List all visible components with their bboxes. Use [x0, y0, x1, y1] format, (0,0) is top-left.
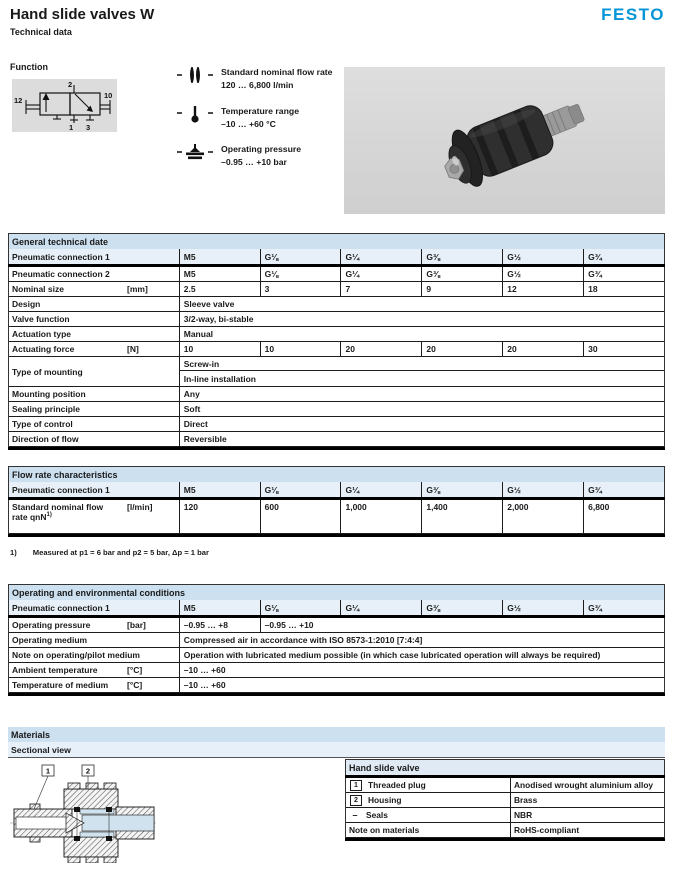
column-header: G⅜ [421, 600, 502, 615]
table-row [9, 402, 664, 417]
label-text: Ambient temperature [12, 665, 98, 675]
spec-operating-pressure [175, 143, 301, 168]
part-name: Seals [366, 810, 388, 820]
row-label: Valve function [12, 314, 70, 324]
cell: Direct [179, 417, 664, 431]
row-label [9, 282, 179, 296]
column-header: M5 [179, 482, 260, 497]
column-header-label: Pneumatic connection 1 [12, 602, 110, 613]
page-subtitle: Technical data [10, 27, 72, 37]
cell: G¼ [340, 267, 421, 281]
section-header-flow [9, 467, 664, 482]
footnote-marker: 1) [10, 548, 17, 557]
label-text: Operating pressure [12, 620, 91, 630]
column-header-label: Pneumatic connection 1 [12, 484, 110, 495]
cell: 1,400 [421, 500, 502, 533]
row-label [9, 618, 179, 632]
table-row [9, 500, 664, 534]
callout-2: 2 [85, 766, 91, 776]
row-label: Mounting position [12, 389, 86, 399]
spec-temperature [175, 105, 299, 130]
port-10-label: 10 [104, 91, 113, 100]
row-label: Pneumatic connection 2 [12, 269, 110, 279]
column-header: G⅛ [260, 249, 341, 264]
cell: 20 [502, 342, 583, 356]
column-header: G½ [502, 249, 583, 264]
materials-table-header [346, 760, 664, 775]
column-header: M5 [179, 249, 260, 264]
cell: 10 [179, 342, 260, 356]
material-cell: NBR [510, 808, 664, 822]
sectional-view-subheader [8, 742, 665, 758]
cell: G⅛ [260, 267, 341, 281]
festo-logo: FESTO [601, 5, 665, 24]
unit: [°C] [127, 665, 143, 675]
table-row [9, 663, 664, 678]
section-title: Flow rate characteristics [12, 469, 118, 480]
hand-slide-valve-photo [344, 67, 665, 214]
cell: 6,800 [583, 500, 664, 533]
table-row [9, 357, 664, 387]
part-cell [346, 795, 510, 806]
column-header: G⅜ [421, 249, 502, 264]
valve-schematic-icon [12, 79, 117, 132]
cell: In-line installation [183, 373, 257, 384]
unit: [bar] [127, 620, 146, 630]
footnote-text: Measured at p1 = 6 bar and p2 = 5 bar, Δp = 1 bar [32, 548, 209, 557]
port-2-label: 2 [68, 80, 73, 89]
general-column-header-row [9, 249, 664, 264]
cell: 20 [340, 342, 421, 356]
cell: –10 … +60 [179, 678, 664, 692]
row-label: Note on operating/pilot medium [12, 650, 140, 660]
table-row [9, 432, 664, 447]
table-row [9, 417, 664, 432]
spec-value: –0.95 … +10 bar [221, 156, 287, 167]
material-cell: RoHS-compliant [510, 823, 664, 837]
row-label [9, 663, 179, 677]
table-title: Hand slide valve [349, 762, 420, 773]
material-cell: Anodised wrought aluminium alloy [510, 778, 664, 792]
temperature-icon [175, 105, 215, 125]
material-cell: Brass [510, 793, 664, 807]
section-header-operating [9, 585, 664, 600]
spec-flow-rate [175, 66, 333, 91]
section-header-general [9, 234, 664, 249]
unit: [l/min] [127, 502, 153, 512]
column-header: M5 [179, 600, 260, 615]
cell: Operation with lubricated medium possible (in which case lubricated operation will always be required) [179, 648, 664, 662]
cell: 12 [502, 282, 583, 296]
table-row [9, 678, 664, 693]
table-row [9, 387, 664, 402]
column-header: G¼ [340, 600, 421, 615]
divider [8, 447, 665, 450]
column-header: G¼ [340, 249, 421, 264]
flow-rate-icon [175, 66, 215, 86]
row-label: Direction of flow [12, 434, 79, 444]
unit: [°C] [127, 680, 143, 690]
valve-schematic [12, 79, 117, 137]
cell: Sleeve valve [179, 297, 664, 311]
spec-value: –10 … +60 °C [221, 118, 276, 129]
cell: 30 [583, 342, 664, 356]
table-row [346, 823, 664, 838]
table-row [9, 327, 664, 342]
table-row [9, 267, 664, 282]
cell: Manual [179, 327, 664, 341]
section-title: General technical date [12, 236, 109, 247]
divider [345, 838, 665, 841]
row-label: Design [12, 299, 41, 309]
operating-pressure-icon [175, 143, 215, 163]
sectional-view-image [8, 763, 158, 863]
callout-1: 1 [45, 766, 51, 776]
part-cell [346, 810, 510, 820]
column-header: G¼ [340, 482, 421, 497]
label-text: Standard nominal flow rate qnN$^{1)}$ [12, 502, 104, 522]
cell: Any [179, 387, 664, 401]
cell: 3 [260, 282, 341, 296]
table-row [9, 648, 664, 663]
cell: 2,000 [502, 500, 583, 533]
cell: 3/2-way, bi-stable [179, 312, 664, 326]
row-label: Actuation type [12, 329, 72, 339]
cell: –10 … +60 [179, 663, 664, 677]
divider [8, 693, 665, 696]
note-label: Note on materials [349, 825, 420, 835]
cell: Soft [179, 402, 664, 416]
cell: 20 [421, 342, 502, 356]
cell: G⅜ [421, 267, 502, 281]
cell: M5 [179, 267, 260, 281]
unit: [mm] [127, 284, 148, 294]
spec-title: Standard nominal flow rate [221, 67, 333, 77]
column-header: G¾ [583, 482, 664, 497]
label-text: Temperature of medium [12, 680, 109, 690]
table-row [9, 297, 664, 312]
row-label [9, 500, 179, 533]
column-header: G⅛ [260, 482, 341, 497]
unit: [N] [127, 344, 139, 354]
table-row [9, 342, 664, 357]
materials-table [345, 759, 665, 841]
cell: Screw-in [180, 357, 664, 371]
row-label [9, 678, 179, 692]
table-row [9, 633, 664, 648]
cell: Compressed air in accordance with ISO 8573-1:2010 [7:4:4] [179, 633, 664, 647]
cell: 120 [179, 500, 260, 533]
general-technical-data-table [8, 233, 665, 450]
row-label: Operating medium [12, 635, 88, 645]
part-cell [346, 780, 510, 791]
label-text: Nominal size [12, 284, 64, 294]
label-text: Actuating force [12, 344, 75, 354]
column-header: G⅜ [421, 482, 502, 497]
table-row [346, 778, 664, 793]
cell: –0.95 … +10 [260, 618, 664, 632]
table-row [9, 312, 664, 327]
row-label: Type of mounting [12, 366, 83, 377]
port-12-label: 12 [14, 96, 23, 105]
row-label: Sealing principle [12, 404, 81, 414]
table-row [9, 282, 664, 297]
cell: 1,000 [340, 500, 421, 533]
stacked-values [179, 357, 664, 386]
column-header: G¾ [583, 600, 664, 615]
row-label: Type of control [12, 419, 73, 429]
product-photo [344, 67, 665, 219]
cell: 10 [260, 342, 341, 356]
table-row [9, 618, 664, 633]
item-dash-marker: – [352, 809, 358, 820]
cell: 18 [583, 282, 664, 296]
column-header: G½ [502, 482, 583, 497]
divider [8, 534, 665, 537]
subsection-title: Sectional view [11, 744, 71, 755]
item-number-box: 1 [350, 780, 362, 791]
part-name: Threaded plug [368, 780, 426, 790]
spec-value: 120 … 6,800 l/min [221, 79, 294, 90]
table-row [346, 808, 664, 823]
flow-rate-table [8, 466, 665, 537]
flow-column-header-row [9, 482, 664, 497]
table-row [346, 793, 664, 808]
section-title: Materials [11, 729, 51, 740]
spec-title: Temperature range [221, 106, 300, 116]
column-header-label: Pneumatic connection 1 [12, 251, 110, 262]
footnote-marker: 1) [46, 512, 52, 519]
cell: 600 [260, 500, 341, 533]
cell: 2.5 [179, 282, 260, 296]
column-header: G⅛ [260, 600, 341, 615]
section-header-materials [8, 727, 665, 742]
port-1-label: 1 [69, 123, 74, 132]
cell: G¾ [583, 267, 664, 281]
spec-title: Operating pressure [221, 144, 302, 154]
part-name: Housing [368, 795, 402, 805]
function-label: Function [10, 62, 48, 72]
operating-conditions-table [8, 584, 665, 696]
page-title: Hand slide valves W [10, 6, 155, 23]
port-3-label: 3 [86, 123, 91, 132]
cell: –0.95 … +8 [179, 618, 260, 632]
cell: 7 [340, 282, 421, 296]
sectional-view-drawing [8, 763, 158, 868]
item-number-box: 2 [350, 795, 362, 806]
column-header: G½ [502, 600, 583, 615]
operating-column-header-row [9, 600, 664, 615]
column-header: G¾ [583, 249, 664, 264]
materials-section [8, 727, 665, 742]
cell: G½ [502, 267, 583, 281]
section-title: Operating and environmental conditions [12, 587, 186, 598]
footnote [10, 548, 209, 557]
cell: 9 [421, 282, 502, 296]
cell: Reversible [179, 432, 664, 446]
row-label [9, 342, 179, 356]
